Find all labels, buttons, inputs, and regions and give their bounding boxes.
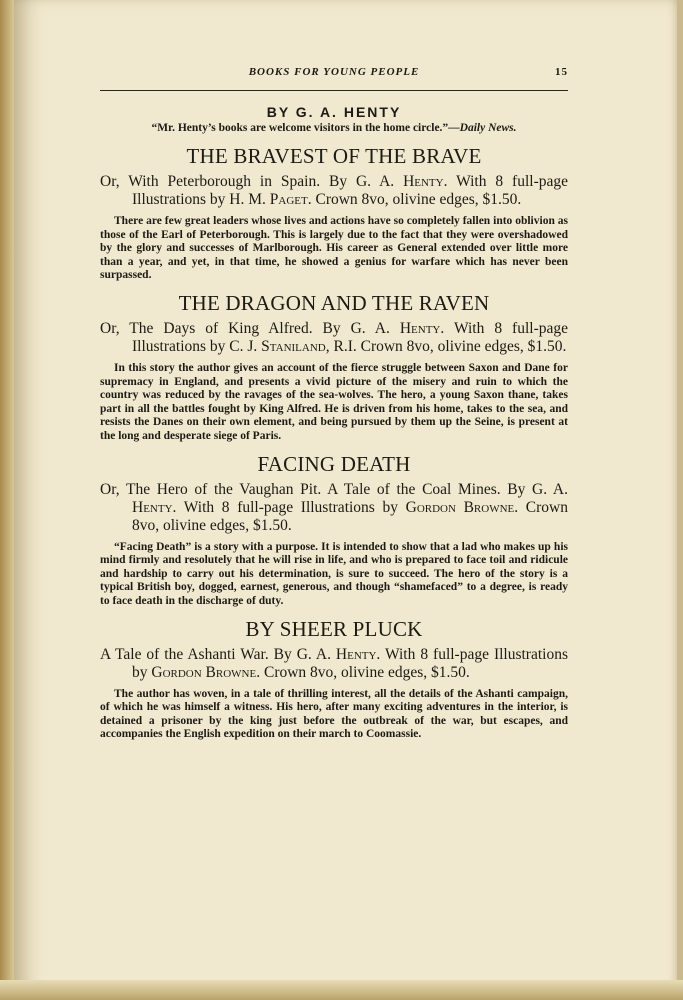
subtitle-text: Crown 8vo, olivine edges, $1.50. — [132, 498, 568, 534]
book-title: THE DRAGON AND THE RAVEN — [178, 290, 490, 315]
subtitle-text: Crown 8vo, olivine edges, $1.50. — [311, 191, 522, 208]
book-description: The author has woven, in a tale of thrilling interest, all the details of the Ashanti campaign, of which he was himself a witness. His hero, after many exciting adventures in the interior, is detained a prisoner by the king just before the outbreak of the war, but escapes, and accompanies the English expedition on their march to Coomassie. — [100, 687, 568, 741]
book-entry-sheer-pluck — [100, 617, 568, 742]
book-spine-shadow — [0, 0, 14, 1000]
subtitle-text: Or, The Days of King Alfred. By G. A. — [100, 319, 400, 337]
subtitle-text: Crown 8vo, olivine edges, $1.50. — [260, 663, 470, 681]
book-title: THE BRAVEST OF THE BRAVE — [186, 144, 482, 168]
author-name: Henty. — [335, 645, 381, 663]
book-title: FACING DEATH — [257, 451, 411, 476]
page-bottom-edge — [0, 980, 683, 1000]
book-entry-facing-death — [100, 452, 568, 609]
illustrator-name: Staniland, — [261, 337, 330, 355]
header-rule — [100, 90, 568, 91]
book-subtitle — [100, 646, 568, 682]
book-subtitle — [100, 481, 568, 535]
book-subtitle — [100, 320, 568, 356]
author-heading: BY G. A. HENTY — [266, 104, 402, 120]
subtitle-text: Or, With Peterborough in Spain. By G. A. — [100, 173, 404, 190]
subtitle-text: With 8 full-page Illustrations by — [132, 645, 568, 681]
quote-text: “Mr. Henty’s books are welcome visitors in the home circle.”— — [151, 122, 460, 134]
book-entry-bravest — [100, 144, 568, 283]
running-title: BOOKS FOR YOUNG PEOPLE — [248, 66, 420, 78]
author-name: Henty. — [132, 498, 177, 516]
book-subtitle — [100, 173, 568, 209]
book-title: BY SHEER PLUCK — [245, 616, 423, 641]
subtitle-text: Or, The Hero of the Vaughan Pit. A Tale of the Coal Mines. By G. A. — [100, 480, 568, 498]
author-name: Henty. — [403, 173, 448, 190]
page-number: 15 — [555, 66, 568, 78]
illustrator-name: Paget. — [269, 191, 312, 208]
subtitle-text: R.I. Crown 8vo, olivine edges, $1.50. — [329, 337, 567, 355]
subtitle-text: A Tale of the Ashanti War. By G. A. — [100, 645, 336, 663]
book-description: “Facing Death” is a story with a purpose. It is intended to show that a lad who makes up his mind firmly and resolutely that he will rise in life, and who is prepared to face toil and ridicule and hardship to carry out his determination, is sure to succeed. The hero of the story is a typical British boy, dogged, earnest, generous, and though “shamefaced” to a degree, is ready to face death in the discharge of duty. — [100, 540, 568, 607]
page-content — [100, 100, 568, 750]
illustrator-name: Gordon Browne. — [405, 498, 519, 516]
quote-source: Daily News. — [459, 122, 517, 134]
book-description: In this story the author gives an account of the fierce struggle between Saxon and Dane for supremacy in England, and presents a vivid picture of the misery and ruin to which the country was reduced by the ravages of the sea-wolves. The hero, a young Saxon thane, takes part in all the battles fought by King Alfred. He is driven from his home, takes to the sea, and resists the Danes on their own element, and being pursued by them up the Seine, is present at the long and desperate siege of Paris. — [100, 361, 568, 442]
subtitle-text: With 8 full-page Illustrations by H. M. — [132, 173, 568, 208]
running-header — [100, 66, 568, 82]
book-description: There are few great leaders whose lives and actions have so completely fallen into oblivion as those of the Earl of Peterborough. This is largely due to the fact that they were overshadowed by the glory and successes of Marlborough. His career as General extended over little more than a year, and yet, in that time, he showed a genius for warfare which has never been surpassed. — [100, 215, 568, 282]
subtitle-text: With 8 full-page Illustrations by — [176, 498, 406, 516]
illustrator-name: Gordon Browne. — [151, 663, 261, 681]
book-entry-dragon — [100, 291, 568, 444]
author-name: Henty. — [399, 319, 445, 337]
subtitle-text: With 8 full-page Illustrations by C. J. — [132, 319, 568, 355]
press-quote — [100, 122, 568, 134]
